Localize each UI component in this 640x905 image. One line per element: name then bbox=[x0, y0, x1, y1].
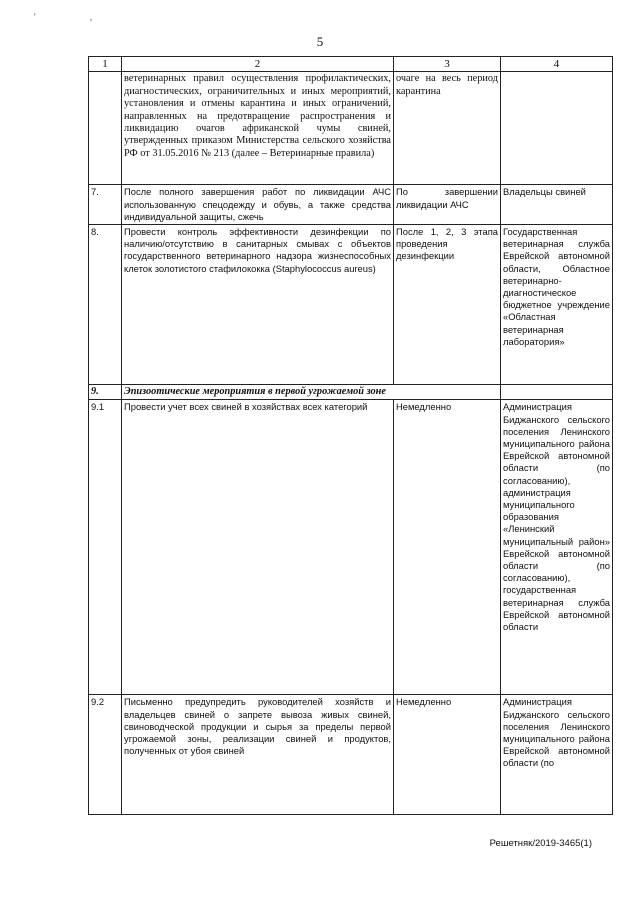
table-row bbox=[89, 185, 613, 225]
header-col-1: 1 bbox=[89, 57, 122, 72]
row-responsible: Администрация Биджанского сельского поселения Ленинского муниципального района Еврейской автономной области (по согласованию), администрация муниципального образования «Ленинский муниципальный район» Еврейской автономной области (по согласованию), государственная ветеринарная служба Еврейской автономной области bbox=[501, 400, 613, 695]
row-term: Немедленно bbox=[394, 695, 501, 815]
row-number bbox=[89, 72, 122, 185]
row-term: очаге на весь период карантина bbox=[394, 72, 501, 185]
row-term: Немедленно bbox=[394, 400, 501, 695]
row-action: После полного завершения работ по ликвидации АЧС использованную спецодежду и обувь, а также средства индивидуальной защиты, сжечь bbox=[122, 185, 394, 225]
row-number: 9.1 bbox=[89, 400, 122, 695]
row-term: После 1, 2, 3 этапа проведения дезинфекции bbox=[394, 225, 501, 385]
table-header-row bbox=[89, 57, 613, 72]
section-title: Эпизоотические мероприятия в первой угрожаемой зоне bbox=[122, 385, 501, 400]
row-term: По завершении ликвидации АЧС bbox=[394, 185, 501, 225]
page-number: 5 bbox=[316, 34, 324, 49]
row-action: Письменно предупредить руководителей хозяйств и владельцев свиней о запрете вывоза живых свиней, свиноводческой продукции и сырья за пределы первой угрожаемой зоны, реализации свиней и продуктов, полученных от убоя свиней bbox=[122, 695, 394, 815]
table-row bbox=[89, 400, 613, 695]
section-heading-row bbox=[89, 385, 613, 400]
document-footer-code: Решетняк/2019-3465(1) bbox=[489, 838, 592, 849]
row-action: Провести контроль эффективности дезинфекции по наличию/отсутствию в санитарных смывах с объектов государственного ветеринарного надзора жизнеспособных клеток золотистого стафилококка (Staphylococcus aureus) bbox=[122, 225, 394, 385]
header-col-2: 2 bbox=[122, 57, 394, 72]
table-row bbox=[89, 225, 613, 385]
row-action: Провести учет всех свиней в хозяйствах всех категорий bbox=[122, 400, 394, 695]
table-row bbox=[89, 695, 613, 815]
measures-table bbox=[88, 56, 613, 815]
scan-specks: ' , bbox=[34, 12, 119, 22]
header-col-3: 3 bbox=[394, 57, 501, 72]
section-empty-cell bbox=[501, 385, 613, 400]
row-responsible: Государственная ветеринарная служба Еврейской автономной области, Областное ветеринарно-диагностическое бюджетное учреждение «Областная ветеринарная лаборатория» bbox=[501, 225, 613, 385]
row-number: 8. bbox=[89, 225, 122, 385]
row-responsible: Администрация Биджанского сельского поселения Ленинского муниципального района Еврейской автономной области (по bbox=[501, 695, 613, 815]
row-number: 7. bbox=[89, 185, 122, 225]
row-responsible bbox=[501, 72, 613, 185]
table-row bbox=[89, 72, 613, 185]
row-number: 9.2 bbox=[89, 695, 122, 815]
section-number: 9. bbox=[89, 385, 122, 400]
header-col-4: 4 bbox=[501, 57, 613, 72]
row-responsible: Владельцы свиней bbox=[501, 185, 613, 225]
row-action: ветеринарных правил осуществления профилактических, диагностических, ограничительных и иных мероприятий, установления и отмены карантина и иных ограничений, направленных на предотвращение распространения и ликвидацию очагов африканской чумы свиней, утвержденных приказом Министерства сельского хозяйства РФ от 31.05.2016 № 213 (далее – Ветеринарные правила) bbox=[122, 72, 394, 185]
